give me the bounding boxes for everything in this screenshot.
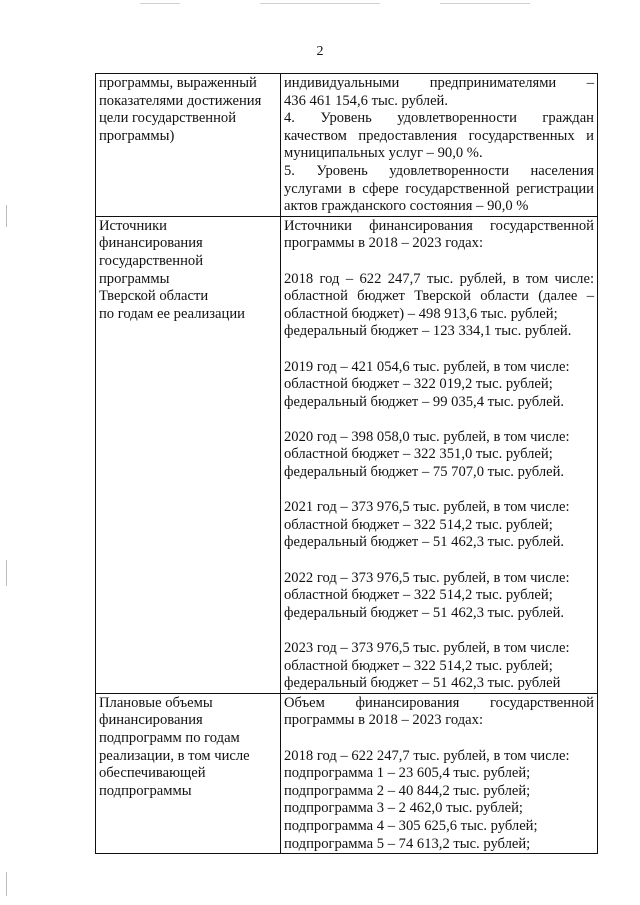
content-line: областной бюджет – 322 514,2 тыс. рублей; xyxy=(284,587,553,604)
row-label-line: Источники xyxy=(99,217,167,234)
page-number: 2 xyxy=(316,44,324,59)
content-line: федеральный бюджет – 99 035,4 тыс. рублей. xyxy=(284,393,565,410)
content-paragraph xyxy=(284,429,594,482)
content-line: 2020 год – 398 058,0 тыс. рублей, в том числе: xyxy=(284,428,570,445)
content-paragraph xyxy=(284,75,594,110)
content-line: федеральный бюджет – 75 707,0 тыс. рублей. xyxy=(284,464,565,481)
content-line: 2019 год – 421 054,6 тыс. рублей, в том числе: xyxy=(284,358,570,375)
content-paragraph xyxy=(284,359,594,412)
content-line: Объем финансирования государственной xyxy=(284,694,594,711)
content-line: подпрограмма 2 – 40 844,2 тыс. рублей; xyxy=(284,782,531,799)
row-label-line: реализации, в том числе xyxy=(99,747,250,764)
scan-artifact xyxy=(140,3,180,4)
content-line: муниципальных услуг – 90,0 %. xyxy=(284,145,483,162)
content-line: подпрограмма 3 – 2 462,0 тыс. рублей; xyxy=(284,800,523,817)
content-line: 2021 год – 373 976,5 тыс. рублей, в том числе: xyxy=(284,499,570,516)
content-line: 2018 год – 622 247,7 тыс. рублей, в том числе: xyxy=(284,270,594,287)
content-paragraph xyxy=(284,748,594,854)
row-label-line: показателями достижения xyxy=(99,92,262,109)
content-line: федеральный бюджет – 123 334,1 тыс. рублей. xyxy=(284,323,572,340)
scan-artifact xyxy=(6,205,7,227)
content-paragraph xyxy=(284,110,594,163)
content-line: услугами в сфере государственной регистрации xyxy=(284,180,594,197)
content-line: областной бюджет – 322 514,2 тыс. рублей; xyxy=(284,657,553,674)
table-row xyxy=(96,74,598,217)
content-line: подпрограмма 1 – 23 605,4 тыс. рублей; xyxy=(284,765,531,782)
content-line: областной бюджет) – 498 913,6 тыс. рублей; xyxy=(284,305,558,322)
content-line: 2022 год – 373 976,5 тыс. рублей, в том числе: xyxy=(284,569,570,586)
row-content-cell xyxy=(281,216,598,693)
content-line: актов гражданского состояния – 90,0 % xyxy=(284,198,529,215)
content-line: программы в 2018 – 2023 годах: xyxy=(284,235,483,252)
row-label-cell xyxy=(96,74,281,217)
content-paragraph xyxy=(284,499,594,552)
content-paragraph xyxy=(284,271,594,341)
table-row xyxy=(96,693,598,853)
content-paragraph xyxy=(284,218,594,253)
row-content-cell xyxy=(281,693,598,853)
scan-artifact xyxy=(6,872,7,896)
scan-artifact xyxy=(6,560,7,586)
content-line: областной бюджет Тверской области (далее – xyxy=(284,288,594,305)
row-label-line: программы) xyxy=(99,127,175,144)
row-label-line: цели государственной xyxy=(99,110,237,127)
content-line: областной бюджет – 322 019,2 тыс. рублей; xyxy=(284,376,553,393)
program-passport-table xyxy=(95,73,598,854)
content-line: федеральный бюджет – 51 462,3 тыс. рублей xyxy=(284,675,561,692)
content-paragraph xyxy=(284,570,594,623)
table-body xyxy=(96,74,598,854)
content-line: областной бюджет – 322 514,2 тыс. рублей; xyxy=(284,516,553,533)
content-paragraph xyxy=(284,695,594,730)
row-label-line: по годам ее реализации xyxy=(99,305,245,322)
content-paragraph xyxy=(284,163,594,216)
row-label-line: финансирования xyxy=(99,235,203,252)
row-label-line: программы xyxy=(99,270,170,287)
content-line: подпрограмма 5 – 74 613,2 тыс. рублей; xyxy=(284,835,531,852)
row-label-line: подпрограммы xyxy=(99,782,192,799)
row-label-line: Тверской области xyxy=(99,288,209,305)
row-label-line: программы, выраженный xyxy=(99,75,257,91)
row-label-line: финансирования xyxy=(99,712,203,729)
content-line: подпрограмма 4 – 305 625,6 тыс. рублей; xyxy=(284,817,538,834)
table-row xyxy=(96,216,598,693)
content-line: индивидуальными предпринимателями – xyxy=(284,75,594,91)
content-line: 5. Уровень удовлетворенности населения xyxy=(284,162,594,179)
row-label-cell xyxy=(96,216,281,693)
content-line: федеральный бюджет – 51 462,3 тыс. рублей. xyxy=(284,534,565,551)
content-line: областной бюджет – 322 351,0 тыс. рублей; xyxy=(284,446,553,463)
row-label-line: подпрограмм по годам xyxy=(99,729,240,746)
content-line: качеством предоставления государственных и xyxy=(284,127,594,144)
content-line: федеральный бюджет – 51 462,3 тыс. рублей. xyxy=(284,604,565,621)
row-content-cell xyxy=(281,74,598,217)
content-paragraph xyxy=(284,640,594,693)
content-line: 4. Уровень удовлетворенности граждан xyxy=(284,110,594,127)
row-label-line: обеспечивающей xyxy=(99,765,206,782)
content-line: 2023 год – 373 976,5 тыс. рублей, в том числе: xyxy=(284,640,570,656)
row-label-line: государственной xyxy=(99,252,204,269)
row-label-cell xyxy=(96,693,281,853)
content-line: 2018 год – 622 247,7 тыс. рублей, в том числе: xyxy=(284,747,570,764)
row-label-line: Плановые объемы xyxy=(99,694,213,711)
scan-artifact xyxy=(260,3,380,4)
content-line: 436 461 154,6 тыс. рублей. xyxy=(284,92,449,109)
content-line: программы в 2018 – 2023 годах: xyxy=(284,712,483,729)
scan-artifact xyxy=(440,3,530,4)
content-line: Источники финансирования государственной xyxy=(284,217,594,234)
